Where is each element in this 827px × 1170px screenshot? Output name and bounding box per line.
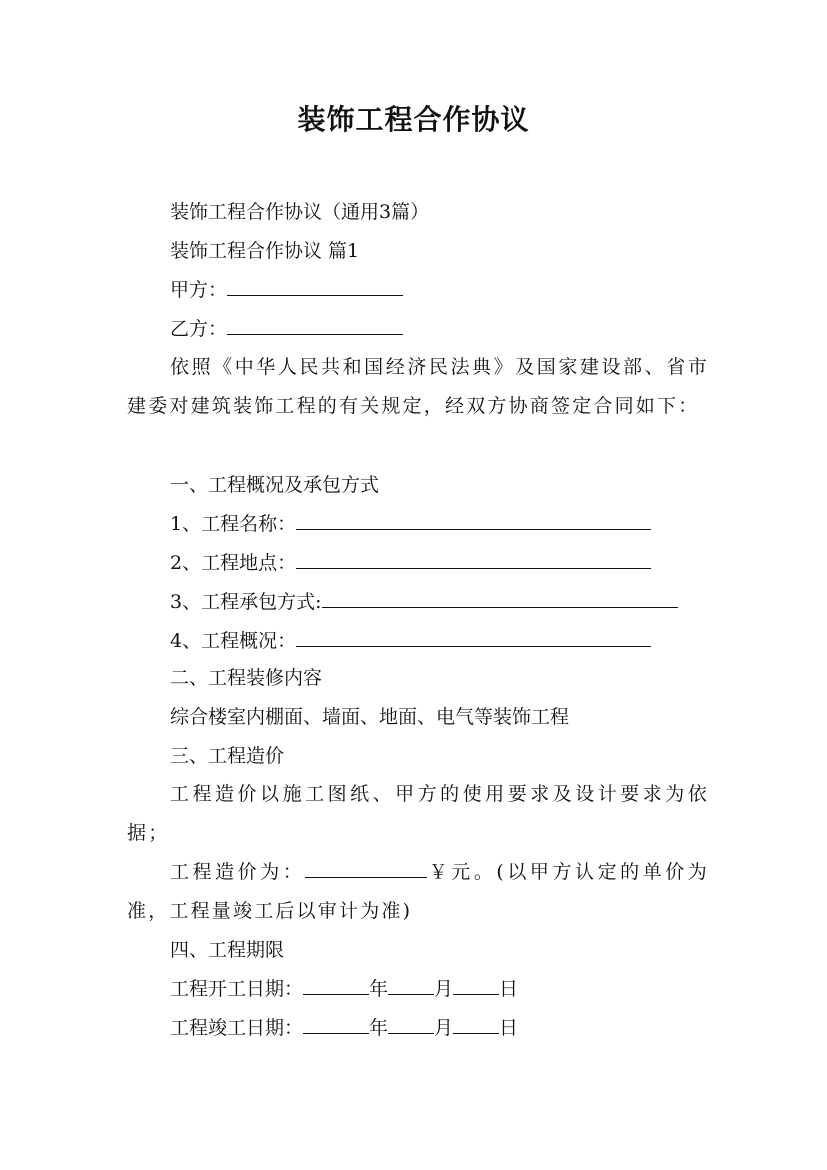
end-month-char: 月 xyxy=(434,1017,454,1039)
intro-paragraph: 依照《中华人民共和国经济民法典》及国家建设部、省市建委对建筑装饰工程的有关规定，经双方协商签定合同如下： xyxy=(127,356,709,417)
item3-label: 3、工程承包方式: xyxy=(170,591,322,613)
start-month-blank xyxy=(388,976,434,995)
party-a-label: 甲方： xyxy=(170,279,228,301)
party-a-blank xyxy=(227,277,403,296)
item4-label: 4、工程概况： xyxy=(170,630,297,652)
section1-heading: 一、工程概况及承包方式 xyxy=(170,474,380,496)
item4-line xyxy=(170,628,750,654)
end-day-char: 日 xyxy=(499,1017,519,1039)
start-year-char: 年 xyxy=(369,978,389,1000)
party-b-blank xyxy=(227,316,403,335)
start-year-blank xyxy=(303,976,369,995)
party-b-line xyxy=(170,316,750,342)
item2-blank xyxy=(296,550,651,569)
item1-blank xyxy=(296,511,651,530)
item3-line xyxy=(170,589,750,615)
start-date-label: 工程开工日期： xyxy=(170,978,304,1000)
cost-label: 工程造价为： xyxy=(170,861,306,883)
cost-blank xyxy=(305,859,427,878)
start-month-char: 月 xyxy=(434,978,454,1000)
end-month-blank xyxy=(388,1015,434,1034)
item2-label: 2、工程地点： xyxy=(170,552,297,574)
cost-paragraph xyxy=(127,853,709,931)
document-subtitle: 装饰工程合作协议（通用3篇） xyxy=(170,201,430,223)
start-day-char: 日 xyxy=(499,978,519,1000)
end-year-char: 年 xyxy=(369,1017,389,1039)
start-date-line xyxy=(170,976,750,1002)
section2-heading: 二、工程装修内容 xyxy=(170,667,323,689)
cost-basis-paragraph: 工程造价以施工图纸、甲方的使用要求及设计要求为依据； xyxy=(127,783,709,844)
item1-line xyxy=(170,511,750,537)
section4-heading: 四、工程期限 xyxy=(170,939,285,961)
document-title: 装饰工程合作协议 xyxy=(297,103,530,136)
part-heading: 装饰工程合作协议 篇1 xyxy=(170,240,360,262)
end-date-label: 工程竣工日期： xyxy=(170,1017,304,1039)
section2-text: 综合楼室内棚面、墙面、地面、电气等装饰工程 xyxy=(170,706,570,728)
end-year-blank xyxy=(303,1015,369,1034)
end-date-line xyxy=(170,1015,750,1041)
section3-heading: 三、工程造价 xyxy=(170,745,285,767)
item2-line xyxy=(170,550,750,576)
item4-blank xyxy=(296,628,651,647)
item3-blank xyxy=(322,589,678,608)
cost-remainder: ￥元。(以甲方认定的单价为准，工程量竣工后以审计为准) xyxy=(127,861,709,922)
item1-label: 1、工程名称： xyxy=(170,513,297,535)
start-day-blank xyxy=(453,976,499,995)
party-a-line xyxy=(170,277,750,303)
end-day-blank xyxy=(453,1015,499,1034)
party-b-label: 乙方： xyxy=(170,318,228,340)
